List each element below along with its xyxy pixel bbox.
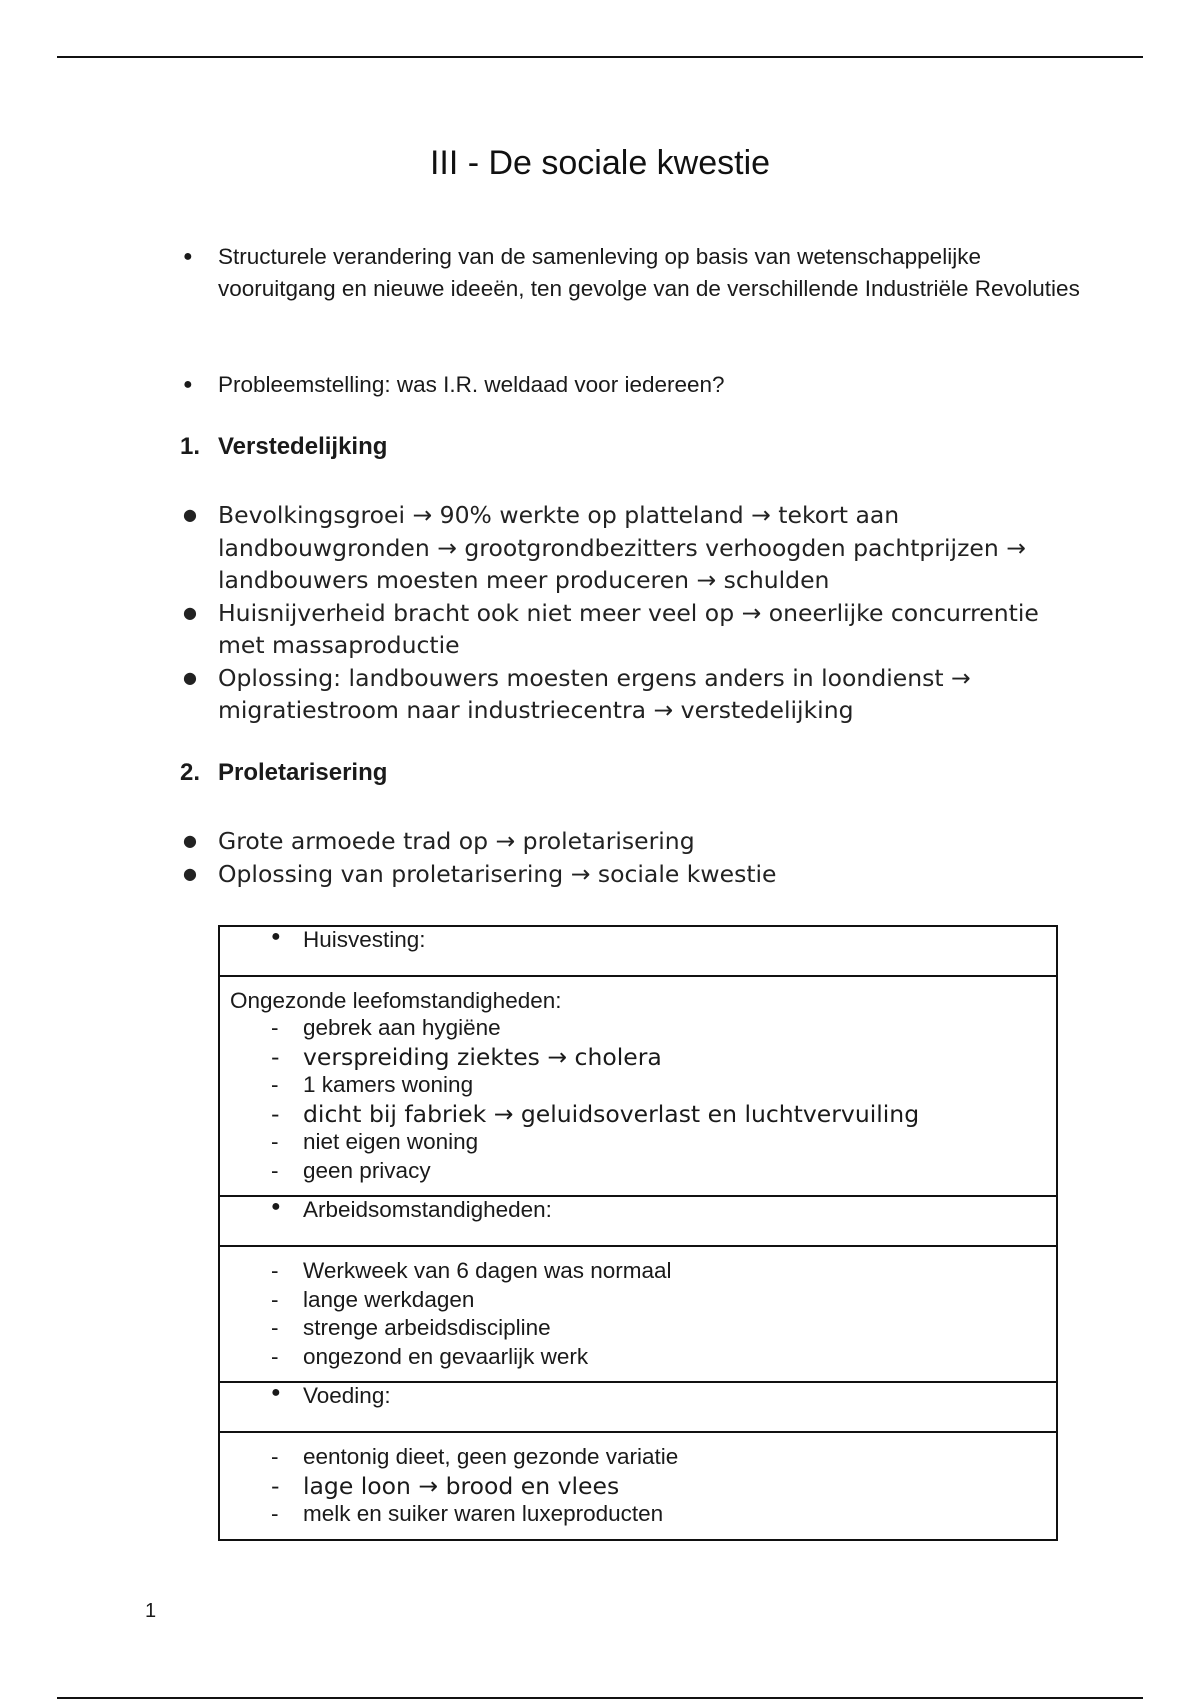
- list-item: - 1 kamers woning: [230, 1071, 1046, 1100]
- section-number: 2.: [180, 759, 201, 786]
- list-item: - lage loon → brood en vlees: [230, 1472, 1046, 1501]
- list-item: - Werkweek van 6 dagen was normaal: [230, 1257, 1046, 1286]
- list-item: - eentonig dieet, geen gezonde variatie: [230, 1443, 1046, 1472]
- page-number: 1: [145, 1600, 157, 1622]
- housing-list: [230, 1014, 1046, 1185]
- problem-statement: ● Probleemstelling: was I.R. weldaad voor iedereen?: [180, 369, 1080, 401]
- list-item: - gebrek aan hygiëne: [230, 1014, 1046, 1043]
- conditions-table: [218, 925, 1058, 1541]
- list-item: - lange werkdagen: [230, 1286, 1046, 1315]
- list-item: - geen privacy: [230, 1157, 1046, 1186]
- top-rule: [57, 56, 1143, 58]
- proletarisering-list: [180, 825, 1080, 890]
- list-item: - dicht bij fabriek → geluidsoverlast en luchtvervuiling: [230, 1100, 1046, 1129]
- list-item: - niet eigen woning: [230, 1128, 1046, 1157]
- intro-bullet: ● Structurele verandering van de samenleving op basis van wetenschappelijke vooruitgang en nieuwe ideeën, ten gevolge van de verschillende Industriële Revoluties: [180, 241, 1080, 305]
- table-row: [219, 976, 1057, 1196]
- table-row: [219, 1432, 1057, 1540]
- list-item: ● Grote armoede trad op → proletarisering: [180, 825, 1080, 858]
- work-list: [230, 1257, 1046, 1371]
- problem-list: [180, 369, 1080, 401]
- table-row: [219, 1246, 1057, 1382]
- section-number: 1.: [180, 433, 201, 460]
- food-label: ● Voeding:: [230, 1383, 391, 1408]
- section-heading-proletarisering: [180, 759, 387, 787]
- list-item: ● Huisnijverheid bracht ook niet meer veel op → oneerlijke concurrentie met massaproductie: [180, 597, 1080, 662]
- list-item: - strenge arbeidsdiscipline: [230, 1314, 1046, 1343]
- table-header-row: [219, 926, 1057, 976]
- housing-label: ● Huisvesting:: [230, 927, 426, 952]
- section-title: Proletarisering: [218, 759, 388, 786]
- section-title: Verstedelijking: [218, 433, 388, 460]
- list-item: ● Bevolkingsgroei → 90% werkte op platteland → tekort aan landbouwgronden → grootgrondbezitters verhoogden pachtprijzen → landbouwers moesten meer produceren → schulden: [180, 499, 1080, 597]
- bottom-rule: [57, 1697, 1143, 1699]
- list-item: ● Oplossing: landbouwers moesten ergens anders in loondienst → migratiestroom naar industriecentra → verstedelijking: [180, 662, 1080, 727]
- list-item: - verspreiding ziektes → cholera: [230, 1043, 1046, 1072]
- section-heading-verstedelijking: [180, 433, 387, 461]
- table-header-row: [219, 1196, 1057, 1246]
- list-item: - ongezond en gevaarlijk werk: [230, 1343, 1046, 1372]
- work-label: ● Arbeidsomstandigheden:: [230, 1197, 552, 1222]
- verstedelijking-list: [180, 499, 1080, 727]
- list-item: ● Oplossing van proletarisering → sociale kwestie: [180, 858, 1080, 891]
- table-header-row: [219, 1382, 1057, 1432]
- food-list: [230, 1443, 1046, 1529]
- intro-list: [180, 241, 1080, 305]
- list-item: - melk en suiker waren luxeproducten: [230, 1500, 1046, 1529]
- page-title: III - De sociale kwestie: [429, 144, 771, 182]
- housing-intro: Ongezonde leefomstandigheden:: [230, 988, 562, 1013]
